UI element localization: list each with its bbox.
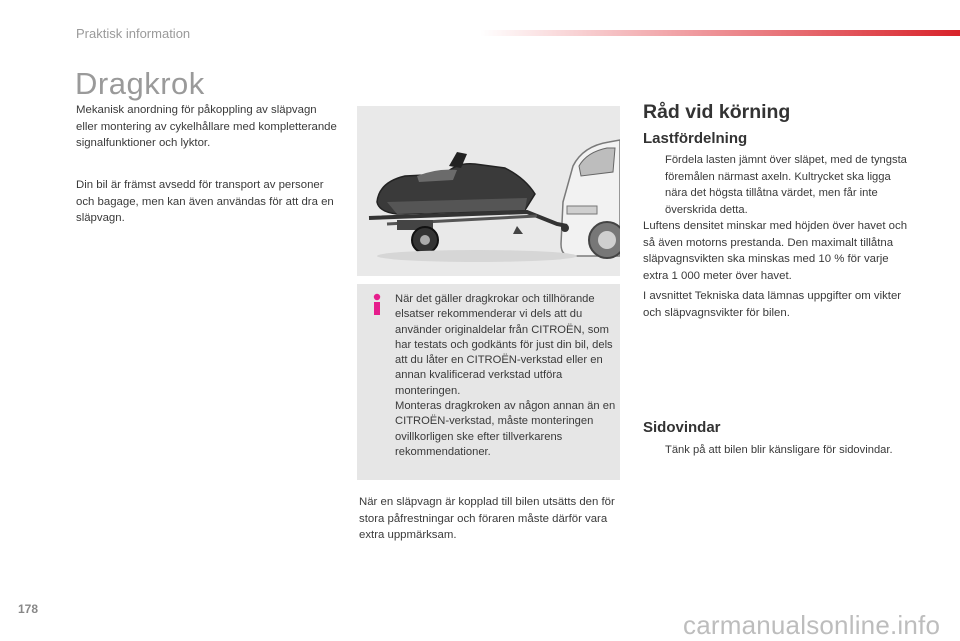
section-header: Praktisk information (76, 26, 191, 41)
info-paragraph-1: När det gäller dragkrokar och tillhörande elsatser rekommenderar vi dels att du använder originaldelar från CITROËN, som har testats och godkänts för just din bil, dels att du låter en CITROËN-verkstad eller en annan kvalificerad verkstad utföra monteringen. (395, 293, 613, 397)
trailer-illustration (357, 106, 620, 276)
intro-paragraph-1: Mekanisk anordning för påkoppling av släpvagn eller montering av cykelhållare med kompletterande signalfunktioner och lyktor. (76, 104, 337, 149)
jetski (377, 152, 535, 214)
watermark: carmanualsonline.info (683, 610, 941, 640)
info-paragraph-2: Monteras dragkroken av någon annan än en CITROËN-verkstad, måste monteringen ovillkorligen ske efter tillverkarens rekommendationer. (395, 400, 616, 458)
info-text (395, 292, 617, 460)
subtitle-crosswinds: Sidovindar (643, 419, 721, 436)
bullet-load-text: Fördela lasten jämnt över släpet, med de tyngsta föremålen närmast axeln. Kultrycket ska ligga nära det högsta tillåtna värdet, men får inte överskrida detta. (665, 154, 907, 216)
car-rear (561, 140, 620, 258)
density-paragraph: Luftens densitet minskar med höjden över havet och så även motorns prestanda. Den maximalt tillåtna släpvagnsvikten ska minskas med 10 % för varje extra 1 000 meter över havet. (643, 220, 908, 282)
trailer (369, 212, 577, 262)
header-accent-bar (480, 30, 960, 36)
bullet-load (643, 152, 908, 218)
section-title-driving: Råd vid körning (643, 101, 791, 123)
tech-data-paragraph: I avsnittet Tekniska data lämnas uppgifter om vikter och släpvagnsvikter för bilen. (643, 290, 902, 319)
outro-paragraph: När en släpvagn är kopplad till bilen utsätts den för stora påfrestningar och föraren måste därför vara extra uppmärksam. (359, 496, 615, 541)
bullet-wind (643, 442, 908, 459)
page-title: Dragkrok (75, 66, 205, 101)
jetski-trailer-drawing (357, 106, 620, 276)
page-number: 178 (18, 602, 39, 616)
bullet-wind-text: Tänk på att bilen blir känsligare för sidovindar. (665, 444, 893, 456)
info-icon (366, 292, 388, 316)
subtitle-load-distribution: Lastfördelning (643, 130, 748, 147)
intro-paragraph-2: Din bil är främst avsedd för transport av personer och bagage, men kan även användas för att dra en släpvagn. (76, 179, 334, 224)
